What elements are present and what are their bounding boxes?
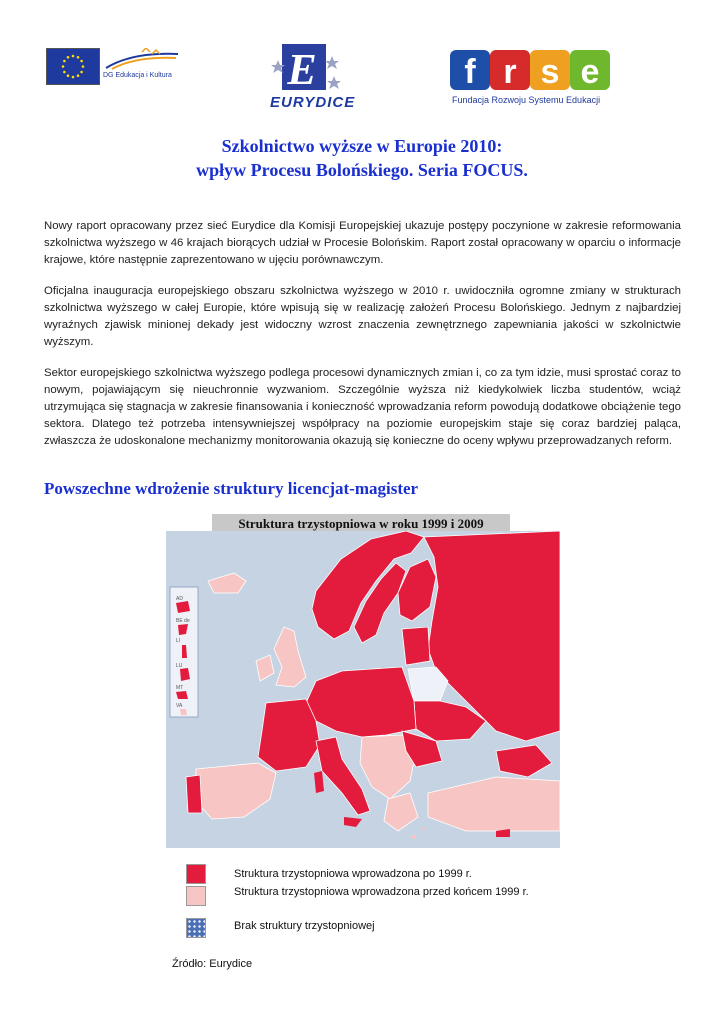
inset-label-mt: MT [176,685,184,691]
legend-text-none: Brak struktury trzystopniowej [234,920,375,932]
europe-map [166,531,560,848]
dg-label: DG Edukacja i Kultura [103,72,172,79]
legend-swatch-red [186,864,206,884]
svg-text:e: e [580,53,600,91]
legend-text-before-1999: Struktura trzystopniowa wprowadzona przed końcem 1999 r. [234,886,529,898]
eu-flag-logo [46,48,100,85]
legend-swatch-blue [186,918,206,938]
map-caption: Struktura trzystopniowa w roku 1999 i 2009 [212,514,510,533]
inset-label-ad: AD [176,596,183,602]
document-title [0,134,724,182]
svg-text:E: E [287,45,317,94]
frse-logo [450,48,612,92]
inset-label-li: LI [176,638,181,644]
svg-text:f: f [464,53,476,91]
paragraph-3: Sektor europejskiego szkolnictwa wyższego podlega procesowi dynamicznych zmian i, co za tym idzie, musi sprostać coraz to nowym, pojawiającym się nieuchronnie wyzwaniom. Szczególnie wyższa niż kiedykolwiek liczba studentów, wciąż utrzymująca się stagnacja w zakresie finansowania i konieczność wprowadzania reform powodują dodatkowe obciążenie tego sektora. Dlatego też potrzeba intensywniejszej współpracy na poziomie europejskim staje się coraz bardziej paląca, zwłaszcza że udoskonalone mechanizmy monitorowania okazują się konieczne do oceny wpływu przeprowadzanych reform. [44,367,681,447]
inset-label-be: BE de [176,618,190,624]
title-line-1: Szkolnictwo wyższe w Europie 2010: [221,136,503,156]
inset-label-lu: LU [176,663,183,669]
inset-label-va: VA [176,703,183,709]
section-heading: Powszechne wdrożenie struktury licencjat-magister [44,479,419,498]
dg-education-logo [102,48,182,72]
svg-text:r: r [503,53,517,91]
svg-text:s: s [540,53,560,91]
eu-stars-icon [47,49,99,84]
frse-label: Fundacja Rozwoju Systemu Edukacji [452,95,601,105]
paragraph-1: Nowy raport opracowany przez sieć Eurydice dla Komisji Europejskiej ukazuje postępy poczynione w zakresie reformowania szkolnictwa wyższego w 46 krajach biorących udział w Procesie Bolońskim. Raport został opracowany w oparciu o informacje krajowe, które następnie zaprezentowano w ujęciu porównawczym. [44,220,681,266]
title-line-2: wpływ Procesu Bolońskiego. Seria FOCUS. [196,160,528,180]
paragraph-2: Oficjalna inauguracja europejskiego obszaru szkolnictwa wyższego w 2010 r. uwidoczniła ogromne zmiany w strukturach szkolnictwa wyższego w całej Europie, które wpisują się w realizację założeń Procesu Bolońskiego. Jednym z najbardziej wyraźnych zjawisk minionej dekady jest widoczny wzrost znaczenia zewnętrznego zapewniania jakości w szkolnictwie wyższym. [44,285,681,348]
legend-swatch-pink [186,886,206,906]
source-note: Źródło: Eurydice [172,958,253,970]
legend-text-after-1999: Struktura trzystopniowa wprowadzona po 1999 r. [234,868,472,880]
eurydice-label: EURYDICE [270,94,356,111]
header-logos [0,40,724,115]
